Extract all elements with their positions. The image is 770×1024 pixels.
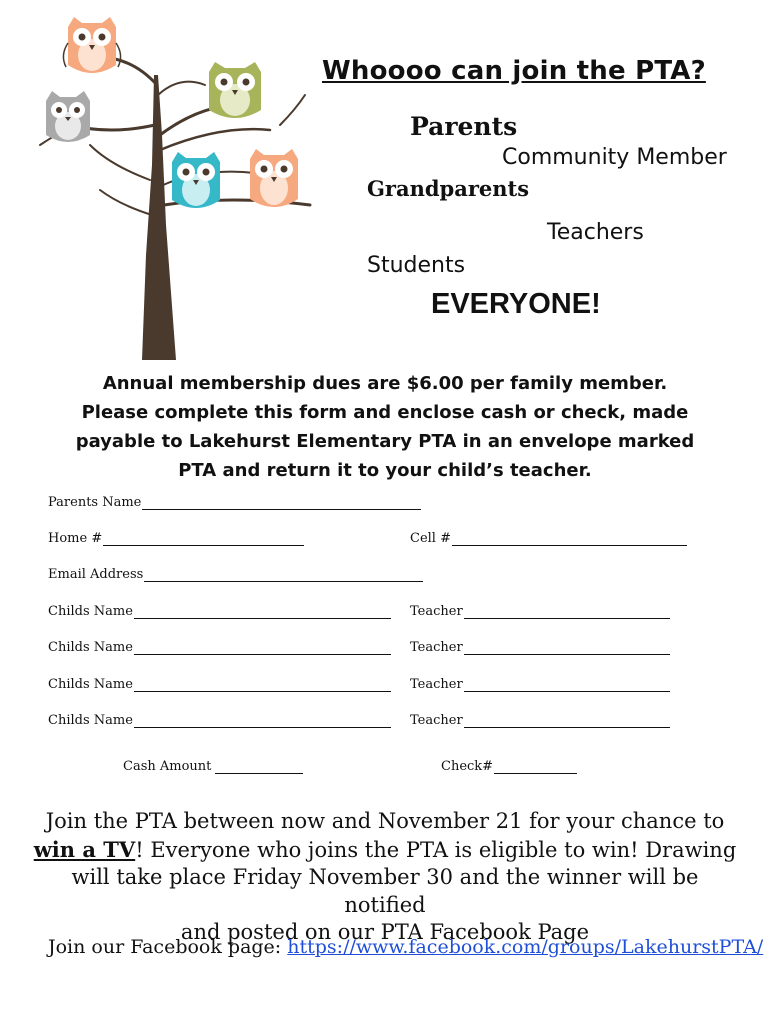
cell-phone-field[interactable] <box>410 531 687 546</box>
who-grandparents: Grandparents <box>367 176 530 201</box>
field-label: Childs Name <box>48 604 133 619</box>
field-label: Check# <box>441 759 494 774</box>
promo-line: Join the PTA between now and November 21 for your chance to <box>45 809 725 833</box>
teal-owl-icon <box>172 152 220 208</box>
field-label: Cell # <box>410 531 451 546</box>
parents-name-field[interactable] <box>48 495 421 510</box>
blank-line[interactable] <box>464 606 670 619</box>
dues-instructions <box>30 369 740 485</box>
child-name-field[interactable] <box>48 713 391 728</box>
field-label: Childs Name <box>48 713 133 728</box>
promo-line: will take place Friday November 30 and the winner will be notified <box>71 865 699 917</box>
field-label: Teacher <box>410 604 463 619</box>
owl-tree-illustration <box>30 15 330 365</box>
blank-line[interactable] <box>142 497 421 510</box>
dues-line: PTA and return it to your child’s teacher. <box>178 460 592 481</box>
blank-line[interactable] <box>464 679 670 692</box>
who-community-member: Community Member <box>502 145 727 170</box>
check-number-field[interactable] <box>441 759 577 774</box>
facebook-link[interactable]: https://www.facebook.com/groups/LakehurstPTA/ <box>287 936 764 958</box>
teacher-field[interactable] <box>410 713 670 728</box>
gray-owl-icon <box>46 91 90 142</box>
blank-line[interactable] <box>134 715 391 728</box>
blank-line[interactable] <box>103 533 304 546</box>
child-name-field[interactable] <box>48 640 391 655</box>
who-teachers: Teachers <box>547 220 644 245</box>
promo-text: ! Everyone who joins the PTA is eligible to win! Drawing <box>135 837 737 862</box>
who-parents: Parents <box>410 112 518 141</box>
email-address-field[interactable] <box>48 567 423 582</box>
blank-line[interactable] <box>134 606 391 619</box>
peach-owl-icon <box>250 149 298 207</box>
orange-owl-icon <box>63 17 120 73</box>
teacher-field[interactable] <box>410 677 670 692</box>
field-label: Teacher <box>410 713 463 728</box>
promo-line: and posted on our PTA Facebook Page <box>180 920 590 944</box>
who-everyone: EVERYONE! <box>431 288 601 320</box>
child-name-field[interactable] <box>48 677 391 692</box>
page-title: Whoooo can join the PTA? <box>322 56 706 86</box>
child-name-field[interactable] <box>48 604 391 619</box>
dues-line: Annual membership dues are $6.00 per family member. <box>102 373 668 394</box>
promo-line <box>30 836 740 865</box>
field-label: Teacher <box>410 677 463 692</box>
field-label: Cash Amount <box>123 759 212 774</box>
field-label: Teacher <box>410 640 463 655</box>
blank-line[interactable] <box>144 569 423 582</box>
cash-amount-field[interactable] <box>123 759 303 774</box>
green-owl-icon <box>209 62 261 118</box>
facebook-label: Join our Facebook page: <box>48 936 288 958</box>
dues-line: payable to Lakehurst Elementary PTA in an envelope marked <box>75 431 695 452</box>
facebook-line <box>48 936 763 958</box>
blank-line[interactable] <box>494 761 577 774</box>
field-label: Childs Name <box>48 640 133 655</box>
blank-line[interactable] <box>215 761 303 774</box>
win-a-tv-text: win a TV <box>33 836 136 862</box>
field-label: Home # <box>48 531 103 546</box>
field-label: Parents Name <box>48 495 142 510</box>
home-phone-field[interactable] <box>48 531 304 546</box>
blank-line[interactable] <box>452 533 687 546</box>
dues-line: Please complete this form and enclose cash or check, made <box>81 402 689 423</box>
blank-line[interactable] <box>134 679 391 692</box>
teacher-field[interactable] <box>410 640 670 655</box>
teacher-field[interactable] <box>410 604 670 619</box>
blank-line[interactable] <box>134 642 391 655</box>
blank-line[interactable] <box>464 642 670 655</box>
tv-giveaway-notice <box>30 808 740 947</box>
blank-line[interactable] <box>464 715 670 728</box>
field-label: Childs Name <box>48 677 133 692</box>
who-students: Students <box>367 253 466 278</box>
field-label: Email Address <box>48 567 144 582</box>
